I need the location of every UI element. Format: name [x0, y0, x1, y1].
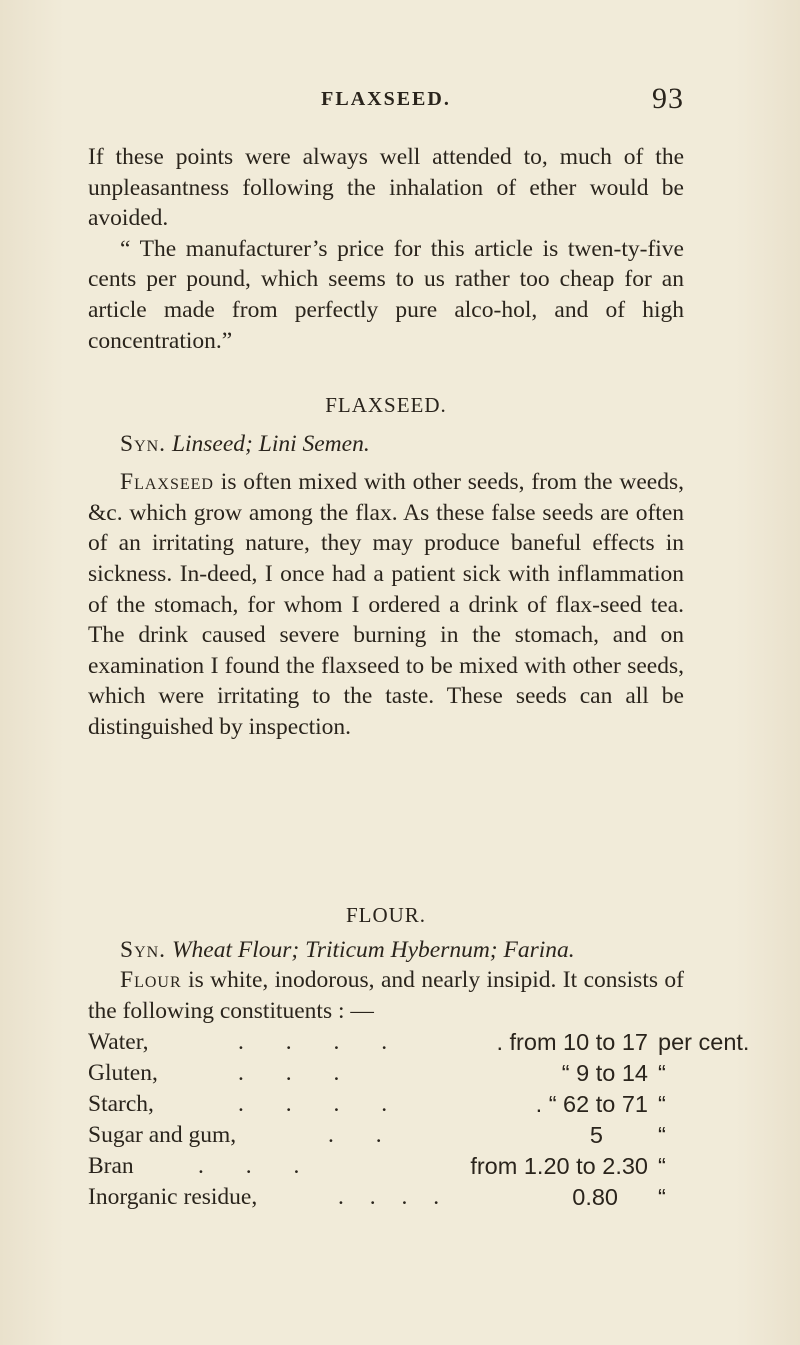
- flour-syn-label: Syn.: [120, 936, 167, 963]
- constituent-unit: per cent.: [658, 1029, 750, 1055]
- constituents-table: [88, 1027, 750, 1213]
- constituent-unit: “: [658, 1091, 666, 1117]
- running-title: FLAXSEED.: [321, 88, 451, 110]
- flour-heading: FLOUR.: [345, 903, 427, 927]
- constituent-name: Water,: [88, 1029, 149, 1055]
- flaxseed-paragraph: [88, 467, 684, 742]
- leader-dots: . . . .: [338, 1184, 450, 1210]
- constituent-name: Gluten,: [88, 1060, 158, 1086]
- constituent-value: . from 10 to 17: [496, 1029, 648, 1055]
- leader-dots: . . .: [238, 1060, 358, 1086]
- constituent-row: [88, 1058, 728, 1089]
- flaxseed-body: is often mixed with other seeds, from the weeds, &c. which grow among the flax. As these false seeds are often of an irritating nature, they may produce baneful effects in sickness. In-deed, I once had a patient sick with inflammation of the stomach, for whom I ordered a drink of flax-seed tea. The drink caused severe burning in the stomach, and on examination I found the flaxseed to be mixed with other seeds, which were irritating to the taste. These seeds can all be distinguished by inspection.: [88, 469, 685, 740]
- constituent-unit: “: [658, 1122, 666, 1148]
- flaxseed-synonyms: [88, 429, 684, 460]
- flaxseed-heading: FLAXSEED.: [325, 393, 447, 417]
- constituent-value: from 1.20 to 2.30: [470, 1153, 648, 1179]
- leader-dots: . . .: [198, 1153, 318, 1179]
- constituent-name: Starch,: [88, 1091, 154, 1117]
- flour-body: is white, inodorous, and nearly insipid. It consists of the following constituents : —: [88, 967, 684, 1024]
- flaxseed-syn-label: Syn.: [120, 430, 167, 457]
- flaxseed-syn-text: Linseed; Lini Semen.: [171, 430, 370, 457]
- ether-paragraph-2: “ The manufacturer’s price for this article is twen-ty-five cents per pound, which seems to us rather too cheap for an article made from perfectly pure alco-hol, and of high concentration.”: [88, 235, 684, 354]
- constituent-row: [88, 1182, 728, 1213]
- flour-section: [88, 900, 684, 1026]
- flour-syn-text: Wheat Flour; Triticum Hybernum; Farina.: [171, 936, 575, 963]
- constituent-value: . “ 62 to 71: [535, 1091, 648, 1117]
- page-header: [88, 82, 684, 122]
- flour-synonyms: [88, 935, 684, 966]
- constituent-name: Inorganic residue,: [88, 1184, 258, 1210]
- constituent-unit: “: [658, 1153, 666, 1179]
- leader-dots: . . . .: [238, 1029, 406, 1055]
- constituent-value: 5: [589, 1122, 603, 1148]
- ether-section: [88, 142, 684, 356]
- constituent-row: [88, 1120, 728, 1151]
- constituent-value: “ 9 to 14: [561, 1060, 648, 1086]
- constituent-name: Bran: [88, 1153, 134, 1179]
- constituent-name: Sugar and gum,: [88, 1122, 237, 1148]
- constituent-row: [88, 1089, 728, 1120]
- flaxseed-lead-word: Flaxseed: [120, 469, 214, 496]
- constituent-row: [88, 1151, 728, 1182]
- flour-lead-word: Flour: [120, 967, 182, 994]
- flaxseed-section: [88, 390, 684, 743]
- constituent-unit: “: [658, 1060, 666, 1086]
- page-number: 93: [652, 82, 684, 115]
- constituent-unit: “: [658, 1184, 666, 1210]
- leader-dots: . . . .: [238, 1091, 406, 1117]
- constituent-value: 0.80: [572, 1184, 618, 1210]
- leader-dots: . .: [328, 1122, 400, 1148]
- flour-paragraph: [88, 965, 684, 1026]
- ether-paragraph-1: If these points were always well attended to, much of the unpleasantness following the inhalation of ether would be avoided.: [88, 144, 684, 232]
- constituent-row: [88, 1027, 750, 1058]
